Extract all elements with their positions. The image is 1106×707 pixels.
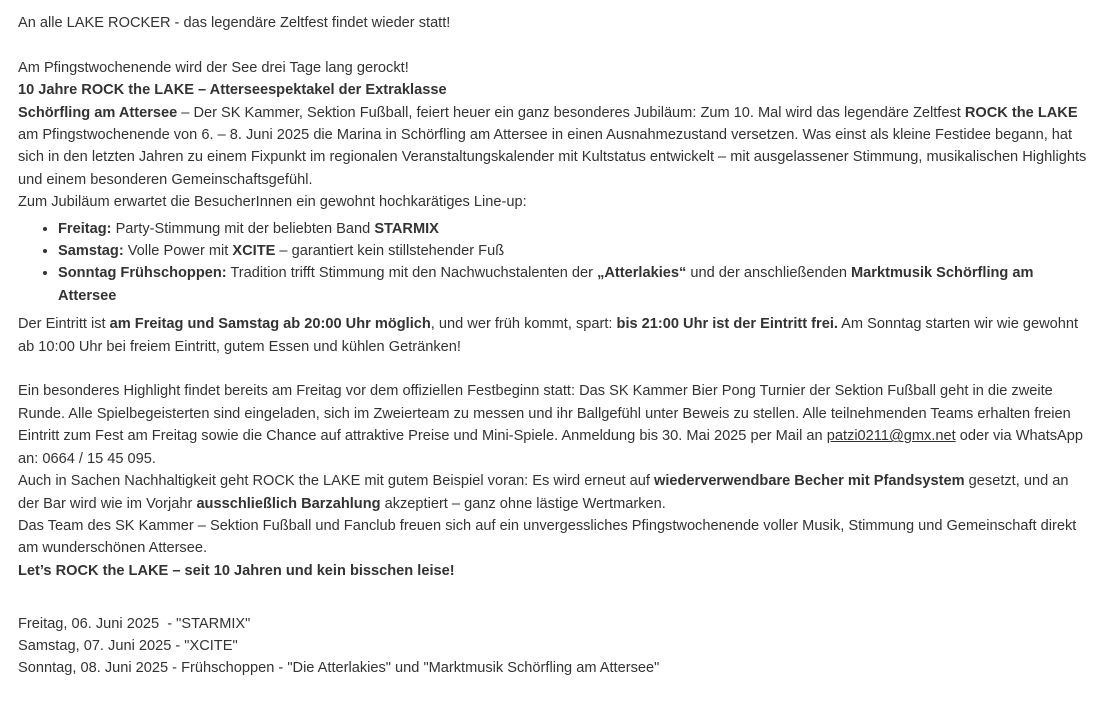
beerpong-text-2: oder via WhatsApp an: 0664 / 15 45 095. (18, 428, 1084, 467)
team-paragraph: Das Team des SK Kammer – Sektion Fußball und Fanclub freuen sich auf ein unvergessliches Pfingstwochenende voller Musik, Stimmung und Gemeinschaft direkt am wunderschönen Attersee. (18, 517, 1077, 557)
intro-paragraph (18, 102, 1092, 192)
beerpong-paragraph (18, 380, 1092, 470)
entry-times: am Freitag und Samstag ab 20:00 Uhr möglich (109, 316, 431, 333)
lineup-list (18, 218, 1092, 308)
lineup-item-saturday (58, 240, 1092, 262)
entry-text-2: , und wer früh kommt, spart: (430, 316, 617, 333)
festival-name: ROCK the LAKE (964, 104, 1078, 121)
lineup-intro: Zum Jubiläum erwartet die BesucherInnen ein gewohnt hochkarätiges Line-up: (18, 194, 527, 211)
headline: An alle LAKE ROCKER - das legendäre Zeltfest findet wieder statt! (18, 15, 451, 31)
email-link[interactable]: patzi0211@gmx.net (826, 428, 956, 445)
subtitle (18, 79, 1092, 101)
lineup-band: STARMIX (374, 220, 439, 237)
intro-text-1: – Der SK Kammer, Sektion Fußball, feiert heuer ein ganz besonderes Jubiläum: Zum 10. Mal wird das legendäre Zeltfest (177, 104, 965, 121)
lineup-rest: – garantiert kein stillstehender Fuß (275, 243, 505, 260)
lineup-band: XCITE (232, 243, 276, 260)
lineup-text: Party-Stimmung mit der beliebten Band (111, 220, 375, 237)
sustain-cash: ausschließlich Barzahlung (196, 495, 381, 512)
closing-text: Let’s ROCK the LAKE – seit 10 Jahren und kein bisschen leise! (18, 562, 455, 579)
beerpong-text-1: Ein besonderes Highlight findet bereits am Freitag vor dem offiziellen Festbeginn statt: Das SK Kammer Bier Pong Turnier der Sektion Fußball geht in die zweite Runde. Alle Spielbegeisterten sind eingeladen, sich im Zweierteam zu messen und ihr Ballgefühl unter Beweis zu stellen. Alle teilnehmenden Teams erhalten freien Eintritt zum Fest am Freitag sowie die Chance auf attraktive Preise und Mini-Spiele. Anmeldung bis 30. Mai 2025 per Mail an (18, 383, 1071, 445)
sustain-cups: wiederverwendbare Becher mit Pfandsystem (653, 473, 965, 490)
schedule-sunday: Sonntag, 08. Juni 2025 - Frühschoppen - "Die Atterlakies" und "Marktmusik Schörfling am Attersee" (18, 660, 660, 677)
lineup-band: „Atterlakies“ (597, 265, 687, 282)
sustain-text-1: Auch in Sachen Nachhaltigkeit geht ROCK the LAKE mit gutem Beispiel voran: Es wird erneut auf (18, 473, 654, 490)
spacer (18, 358, 1092, 380)
subtitle-text: 10 Jahre ROCK the LAKE – Atterseespektakel der Extraklasse (18, 82, 447, 99)
lineup-item-friday (58, 218, 1092, 240)
spacer (18, 34, 1092, 56)
lineup-rest: und der anschließenden (686, 265, 852, 282)
entry-free: bis 21:00 Uhr ist der Eintritt frei. (616, 316, 838, 333)
sustain-text-2: gesetzt, und an der Bar wird wie im Vorjahr (18, 473, 1069, 512)
lineup-day: Freitag: (58, 220, 112, 237)
entry-text-3: Am Sonntag starten wir wie gewohnt ab 10:00 Uhr bei freiem Eintritt, gutem Essen und kühlen Getränken! (18, 316, 1079, 355)
entry-paragraph (18, 313, 1092, 358)
entry-text-1: Der Eintritt ist (18, 316, 110, 333)
spacer (18, 605, 1092, 613)
spacer (18, 582, 1092, 604)
lineup-text: Tradition trifft Stimmung mit den Nachwuchstalenten der (226, 265, 598, 282)
schedule-friday: Freitag, 06. Juni 2025 - "STARMIX" (18, 615, 251, 632)
schedule-saturday: Samstag, 07. Juni 2025 - "XCITE" (18, 637, 238, 654)
lineup-item-sunday (58, 262, 1092, 307)
closing-line (18, 560, 1092, 582)
lineup-text: Volle Power mit (123, 243, 233, 260)
lineup-day: Sonntag Frühschoppen: (58, 265, 227, 282)
pfingsten-line: Am Pfingstwochenende wird der See drei Tage lang gerockt! (18, 59, 409, 76)
sustain-text-3: akzeptiert – ganz ohne lästige Wertmarken. (380, 495, 666, 512)
lineup-day: Samstag: (58, 243, 124, 260)
intro-text-2: am Pfingstwochenende von 6. – 8. Juni 2025 die Marina in Schörfling am Attersee in einen Ausnahmezustand versetzen. Was einst als kleine Festidee begann, hat sich in den letzten Jahren zu einem Fixpunkt im regionalen Veranstaltungskalender mit Kultstatus entwickelt – mit ausgelassener Stimmung, musikalischen Highlights und einem besonderen Gemeinschaftsgefühl. (18, 127, 1087, 188)
sustainability-paragraph (18, 470, 1092, 515)
lineup-band-2: Marktmusik Schörfling am Attersee (58, 265, 1034, 304)
location-text: Schörfling am Attersee (18, 104, 178, 121)
